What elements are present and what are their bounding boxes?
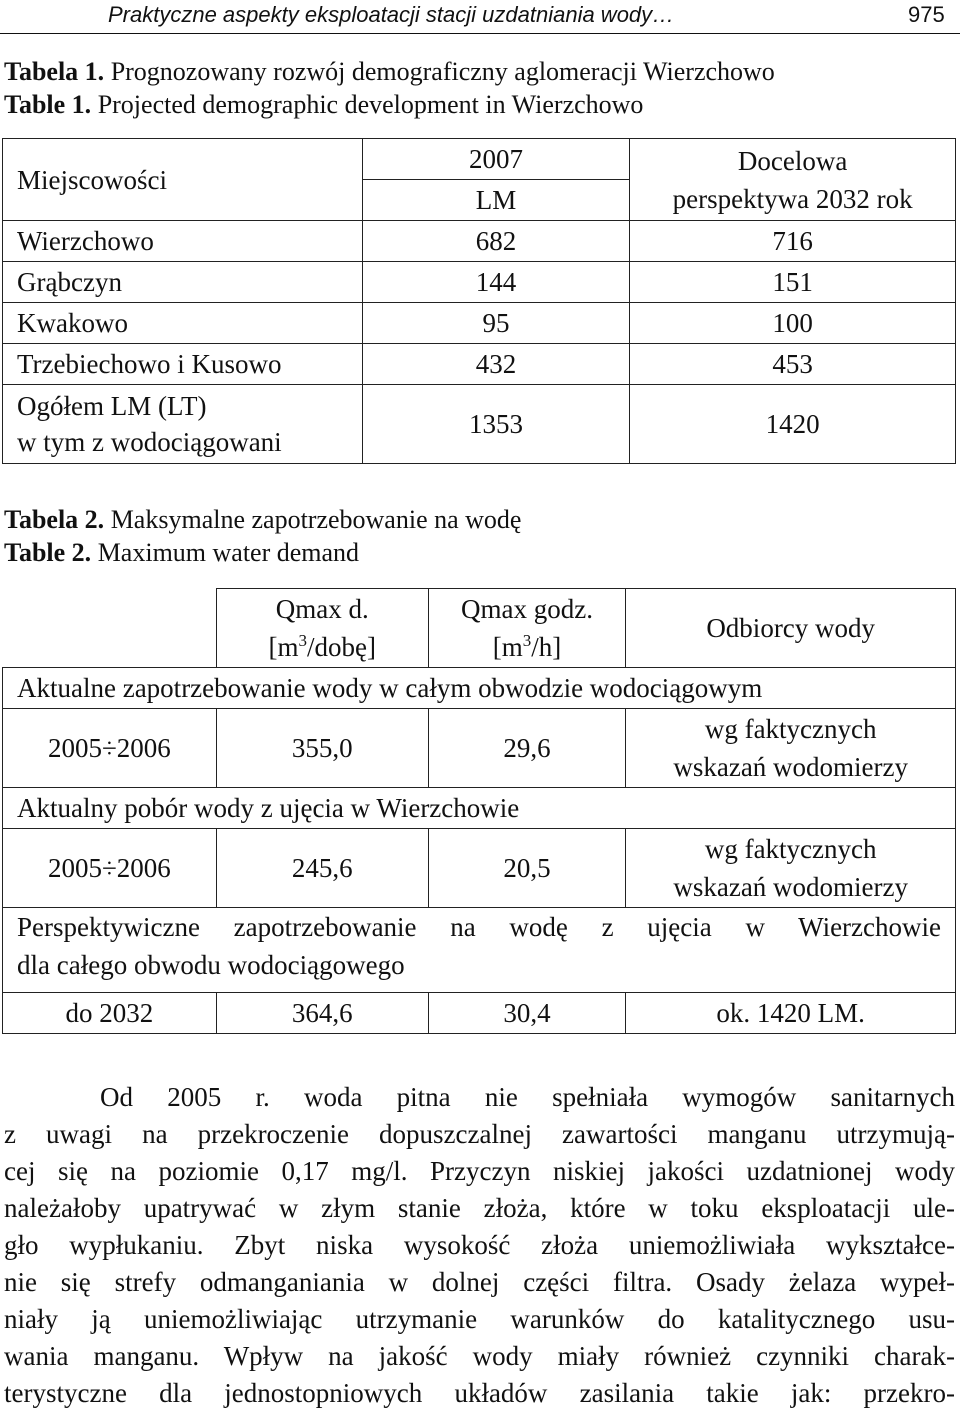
table-row (3, 221, 956, 262)
table-row (3, 828, 956, 907)
consumers-note: wg faktycznych wskazań wodomierzy (626, 708, 956, 787)
header-year: 2007 (362, 139, 630, 180)
total-2007: 1353 (362, 385, 630, 464)
value-2032: 100 (630, 303, 956, 344)
header-qmax-day: Qmax d. $[m^3/dobę]$ (216, 589, 428, 668)
value-2007: 144 (362, 262, 630, 303)
section-title: Perspektywiczne zapotrzebowanie na wodę z ujęcia w Wierzchowie dla całego obwodu wodociągowego (3, 907, 956, 992)
value-2007: 432 (362, 344, 630, 385)
paragraph-line: gło wypłukaniu. Zbyt niska wysokość złoża uniemożliwiała wykształce- (4, 1230, 955, 1260)
value-2032: 716 (630, 221, 956, 262)
header-localities: Miejscowości (3, 139, 363, 221)
value-2032: 151 (630, 262, 956, 303)
paragraph-line: terystyczne dla jednostopniowych układów zasilania takie jak: przekro- (4, 1378, 955, 1408)
locality-name: Kwakowo (3, 303, 363, 344)
header-empty (3, 589, 217, 668)
total-2032: 1420 (630, 385, 956, 464)
table2-caption-pl: Tabela 2. Maksymalne zapotrzebowanie na wodę (4, 505, 522, 534)
locality-name: Grąbczyn (3, 262, 363, 303)
running-header (0, 0, 960, 38)
paragraph-line: z uwagi na przekroczenie dopuszczalnej zawartości manganu utrzymują- (4, 1119, 955, 1149)
table2-caption-en: Table 2. Maximum water demand (4, 538, 360, 567)
table1-caption-pl: Tabela 1. Prognozowany rozwój demograficzny aglomeracji Wierzchowo (4, 57, 775, 86)
value-2032: 453 (630, 344, 956, 385)
period: 2005÷2006 (3, 828, 217, 907)
paragraph-line: należałoby upatrywać w złym stanie złoża, które w toku eksploatacji ule- (4, 1193, 955, 1223)
paragraph-line: nie się strefy odmanganiania w dolnej części filtra. Osady żelaza wypeł- (4, 1267, 955, 1297)
water-demand-table (2, 588, 956, 1034)
locality-name: Trzebiechowo i Kusowo (3, 344, 363, 385)
period: 2005÷2006 (3, 708, 217, 787)
paragraph-line: cej się na poziomie 0,17 mg/l. Przyczyn niskiej jakości uzdatnionej wody (4, 1156, 955, 1186)
header-rule (0, 33, 960, 34)
page-number: 975 (908, 2, 945, 27)
paragraph-line: wania manganu. Wpływ na jakość wody miały również czynniki charak- (4, 1341, 955, 1371)
table-row (3, 262, 956, 303)
locality-name: Wierzchowo (3, 221, 363, 262)
value-2007: 95 (362, 303, 630, 344)
demographic-table (2, 138, 956, 464)
table-row (3, 344, 956, 385)
consumers-note: ok. 1420 LM. (626, 992, 956, 1033)
header-target: Docelowa perspektywa 2032 rok (630, 139, 956, 221)
value-2007: 682 (362, 221, 630, 262)
table2-header-row (3, 589, 956, 668)
qmax-hour-value: 20,5 (428, 828, 626, 907)
header-unit: LM (362, 180, 630, 221)
qmax-day-value: 364,6 (216, 992, 428, 1033)
consumers-note: wg faktycznych wskazań wodomierzy (626, 828, 956, 907)
body-paragraph (4, 1079, 955, 1412)
running-title: Praktyczne aspekty eksploatacji stacji uzdatniania wody… (108, 2, 675, 27)
table-row (3, 303, 956, 344)
qmax-day-value: 245,6 (216, 828, 428, 907)
total-row (3, 385, 956, 464)
header-consumers: Odbiorcy wody (626, 589, 956, 668)
qmax-hour-value: 29,6 (428, 708, 626, 787)
qmax-day-value: 355,0 (216, 708, 428, 787)
table1-caption-en: Table 1. Projected demographic development in Wierzchowo (4, 90, 644, 119)
total-label: Ogółem LM (LT) w tym z wodociągowani (3, 385, 363, 464)
table-row (3, 992, 956, 1033)
table-row (3, 708, 956, 787)
header-qmax-hour: Qmax godz. $[m^3/h]$ (428, 589, 626, 668)
qmax-hour-value: 30,4 (428, 992, 626, 1033)
section-title: Aktualne zapotrzebowanie wody w całym obwodzie wodociągowym (3, 667, 956, 708)
paragraph-line: niały ją uniemożliwiając utrzymanie warunków do katalitycznego usu- (4, 1304, 955, 1334)
period: do 2032 (3, 992, 217, 1033)
paragraph-line: Od 2005 r. woda pitna nie spełniała wymogów sanitarnych (100, 1082, 955, 1112)
section-title: Aktualny pobór wody z ujęcia w Wierzchowie (3, 787, 956, 828)
